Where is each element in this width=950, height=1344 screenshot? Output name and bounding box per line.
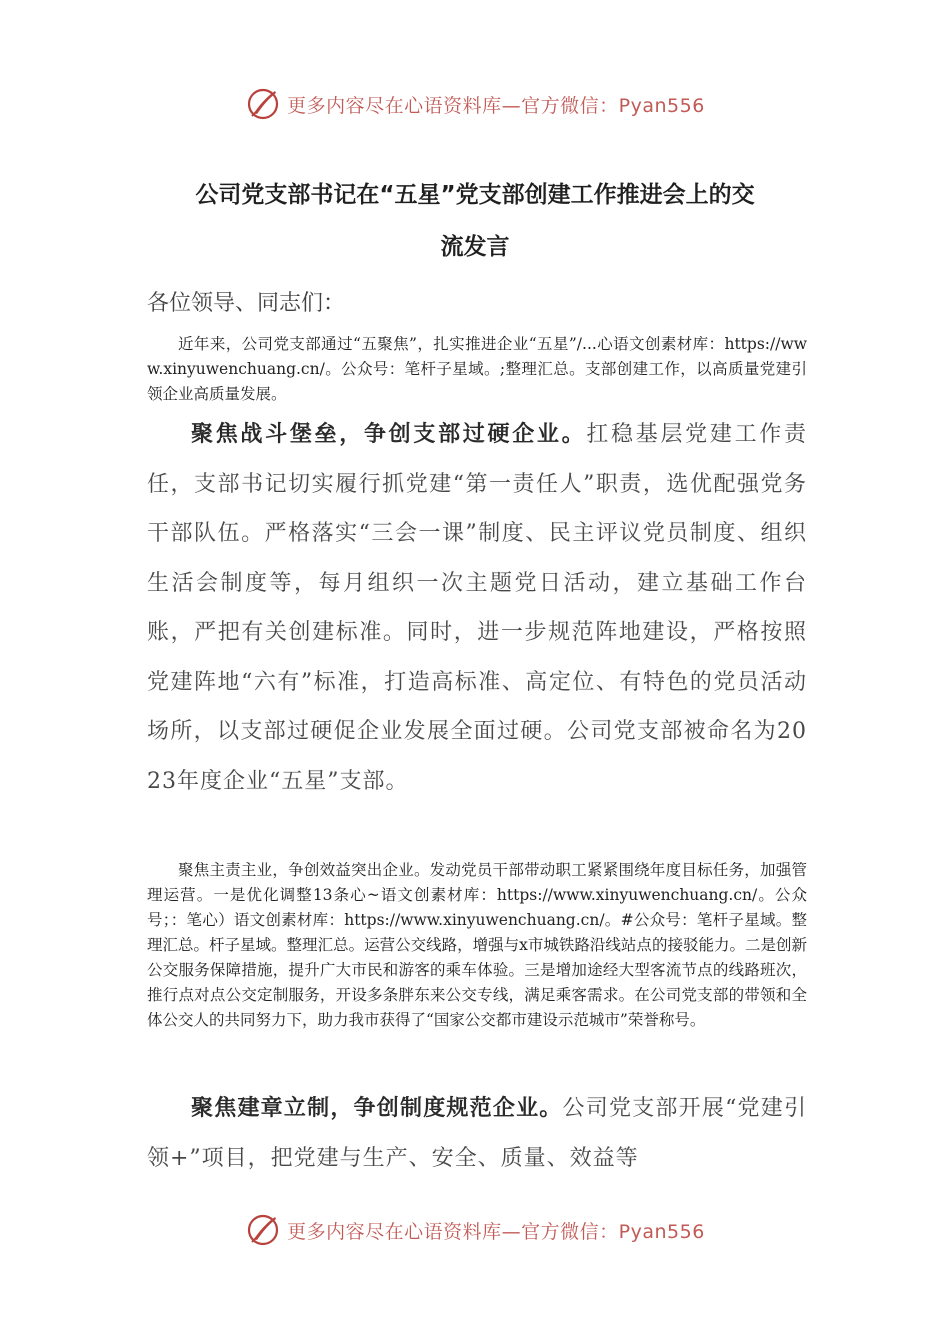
paragraph-fortress-heading: 聚焦战斗堡垒，争创支部过硬企业。 — [191, 422, 587, 447]
greeting: 各位领导、同志们： — [147, 291, 346, 316]
document-title-line1: 公司党支部书记在“五星”党支部创建工作推进会上的交 — [195, 182, 755, 208]
paragraph-fortress — [147, 410, 807, 806]
pen-logo-icon — [245, 1212, 281, 1248]
paragraph-fortress-body: 扛稳基层党建工作责任，支部书记切实履行抓党建“第一责任人”职责，选优配强党务干部队伍。严格落实“三会一课”制度、民主评议党员制度、组织生活会制度等，每月组织一次主题党日活动，建立基础工作台账，严把有关创建标准。同时，进一步规范阵地建设，严格按照党建阵地“六有”标准，打造高标准、高定位、有特色的党员活动场所，以支部过硬促企业发展全面过硬。公司党支部被命名为2023年度企业“五星”支部。 — [147, 422, 807, 794]
footer-banner — [0, 1210, 950, 1250]
pen-logo-icon — [245, 86, 281, 122]
paragraph-regulations-heading: 聚焦建章立制，争创制度规范企业。 — [191, 1096, 563, 1121]
paragraph-main-business: 聚焦主责主业，争创效益突出企业。发动党员干部带动职工紧紧围绕年度目标任务，加强管理运营。一是优化调整13条心~语文创素材库：https://www.xinyuwenchuang.cn/。公众号；：笔心）语文创素材库：https://www.xinyuwenchuang.cn/。#公众号：笔杆子星域。整理汇总。杆子星域。整理汇总。运营公交线路，增强与x市城铁路沿线站点的接驳能力。二是创新公交服务保障措施，提升广大市民和游客的乘车体验。三是增加途经大型客流节点的线路班次，推行点对点公交定制服务，开设多条胖东来公交专线，满足乘客需求。在公司党支部的带领和全体公交人的共同努力下，助力我市获得了“国家公交都市建设示范城市”荣誉称号。 — [147, 861, 807, 1029]
document-title-line2: 流发言 — [440, 234, 510, 260]
paragraph-intro: 近年来，公司党支部通过“五聚焦”，扎实推进企业“五星”/...心语文创素材库：https://www.xinyuwenchuang.cn/。公众号：笔杆子星域。;整理汇总。支部创建工作，以高质量党建引领企业高质量发展。 — [147, 335, 807, 403]
paragraph-regulations-body: 公司党支部开展“党建引领+”项目，把党建与生产、安全、质量、效益等 — [147, 1096, 807, 1171]
footer-banner-text: 更多内容尽在心语资料库—官方微信：Pyan556 — [287, 1220, 705, 1243]
header-banner-text: 更多内容尽在心语资料库—官方微信：Pyan556 — [287, 94, 705, 117]
paragraph-regulations — [147, 1084, 807, 1184]
header-banner — [0, 84, 950, 124]
